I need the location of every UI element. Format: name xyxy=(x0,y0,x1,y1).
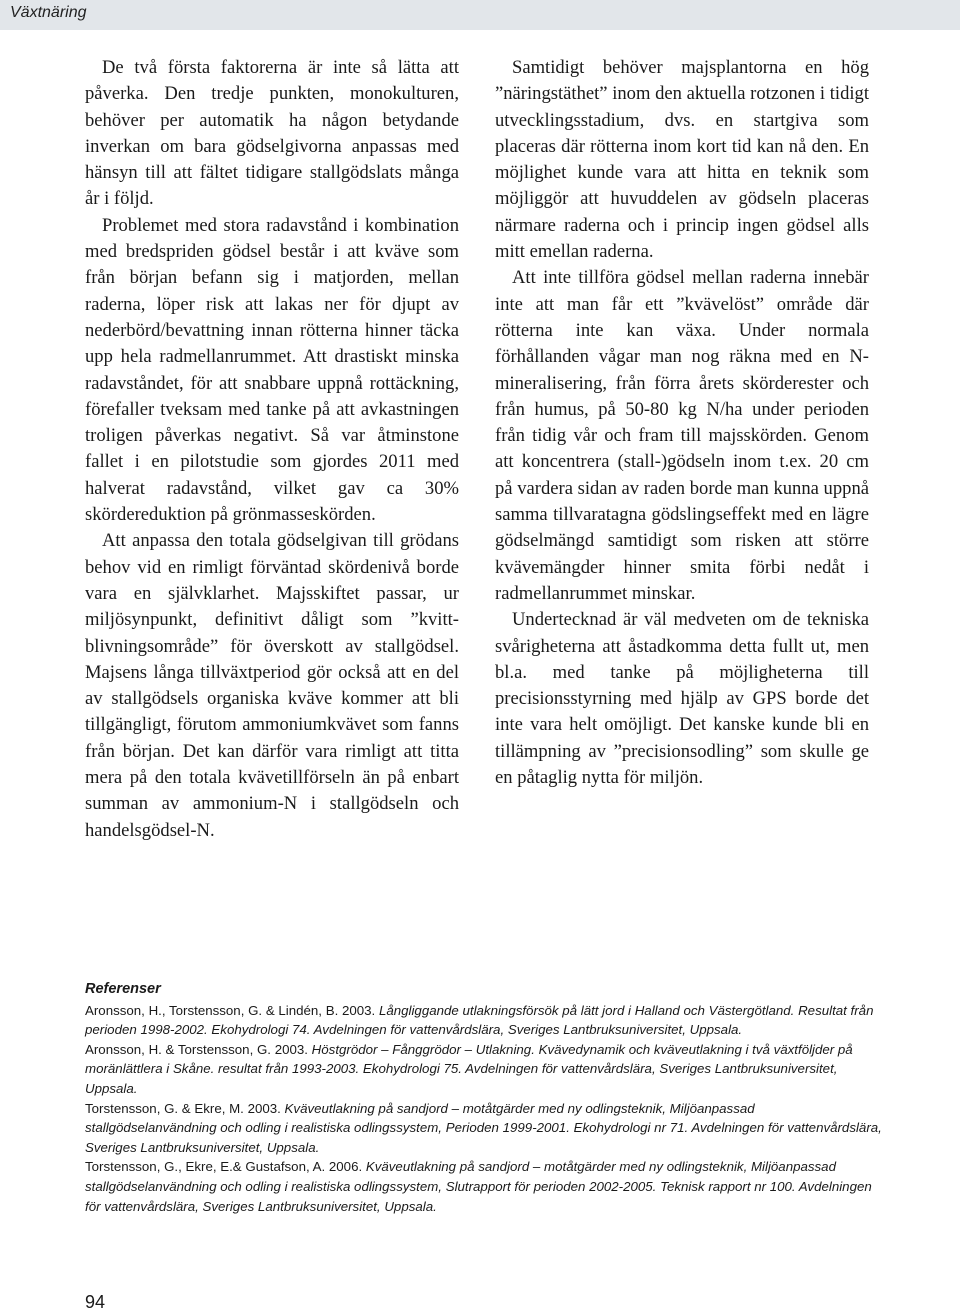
reference-source: Resultat från perioden 1998-2002. Ekohydrologi 74. Avdelningen för vattenvårdslära, Sveriges Lantbruksuniversitet, Uppsala. xyxy=(85,1002,874,1038)
paragraph: De två första faktorerna är inte så lätta att påverka. Den tredje punkten, monokulturen, behöver per automatik ha någon betydande inverkan om bara gödselgivorna anpassas med hänsyn till att fältet tidigare stallgödslats många år i följd. xyxy=(85,57,459,210)
paragraph: Att inte tillföra gödsel mellan raderna innebär inte att man får ett ”kvävelöst” område där rötterna inte kan växa. Under normala förhållanden vågar man nog räkna med en N-mineralisering, från förra årets skörderester och från humus, på 50-80 kg N/ha under perioden från tidig vår och fram till majsskörden. Genom att koncentrera (stall-)gödseln inom t.ex. 20 cm på vardera sidan av raden borde man kunna uppnå samma tillvaratagna gödslingseffekt med en lägre gödselmängd samtidigt som risken att större kvävemängder hinner smita förbi nedåt i radmellanrummet minskar. xyxy=(495,267,869,604)
paragraph: Att anpassa den totala gödselgivan till grödans behov vid en rimligt förväntad skördenivå borde vara en självklarhet. Majsskiftet passar, ur miljösynpunkt, definitivt dåligt som ”kvitt-blivningsområde” för överskott av stallgödsel. Majsens långa tillväxtperiod gör också att en del av stallgödsels organiska kväve kommer att bli tillgängligt, förutom ammoniumkvävet som fanns från början. Det kan därför vara rimligt att titta mera på den totala kvävetillförseln än på enbart summan av ammonium-N i stallgödseln och handelsgödsel-N. xyxy=(85,530,459,841)
reference-item xyxy=(85,1099,885,1158)
reference-source: Ekohydrologi nr 71. Avdelningen för vattenvårdslära, Sveriges Lantbruksuniversitet, Uppsala. xyxy=(85,1120,882,1155)
reference-title: Höstgrödor – Fånggrödor – Utlakning. Kvävedynamik och kväveutlakning i två växtföljder på moränlättlera i Skåne. xyxy=(85,1041,853,1077)
reference-source: resultat från 1993-2003. Ekohydrologi 75. Avdelningen för vattenvårdslära, Sveriges Lantbruksuniversitet, Uppsala. xyxy=(85,1061,838,1096)
paragraph: Samtidigt behöver majsplantorna en hög ”näringstäthet” inom den aktuella rotzonen i tidigt utvecklingsstadium, dvs. en startgiva som placeras där rötterna inom kort tid kan nå den. En möjlighet kunde vara att hitta en teknik som möjliggör att huvuddelen av gödseln placeras närmare raderna och i princip ingen gödsel alls mitt emellan raderna. xyxy=(495,57,869,263)
reference-title: Långliggande utlakningsförsök på lätt jord i Halland och Västergötland. xyxy=(378,1002,795,1018)
reference-authors: Aronsson, H., Torstensson, G. & Lindén, B. 2003. xyxy=(85,1002,376,1018)
reference-title: Kväveutlakning på sandjord – motåtgärder med ny odlingsteknik, Miljöanpassad stallgödselanvändning och odling i realistiska odlingssystem, Perioden 1999-2001. xyxy=(85,1100,755,1136)
right-column xyxy=(495,55,869,791)
references-section xyxy=(85,980,885,1216)
reference-authors: Torstensson, G., Ekre, E.& Gustafson, A. 2006. xyxy=(85,1159,363,1175)
reference-item xyxy=(85,1001,885,1040)
reference-authors: Aronsson, H. & Torstensson, G. 2003. xyxy=(85,1041,308,1057)
paragraph: Problemet med stora radavstånd i kombination med bredspriden gödsel består i att kväve som från början befann sig i matjorden, mellan raderna, löper risk att lakas ner för djupt av nederbörd/bevattning innan rötterna hinner täcka upp hela radmellanrummet. Att drastiskt minska radavståndet, för att snabbare uppnå rottäckning, förefaller tveksam med tanke på att avkastningen troligen påverkas negativt. Så var åtminstone fallet i en pilotstudie som gjordes 2011 med halverat radavstånd, vilket gav ca 30% skördereduktion på grönmasseskörden. xyxy=(85,214,459,526)
paragraph: Undertecknad är väl medveten om de tekniska svårigheterna att åstadkomma detta fullt ut, men bl.a. med tanke på möjligheterna till precisionsstyrning med hjälp av GPS borde det inte vara helt omöjligt. Det kanske kunde bli en tillämpning av ”precisionsodling” som skulle ge en påtaglig nytta för miljön. xyxy=(495,609,869,789)
reference-authors: Torstensson, G. & Ekre, M. 2003. xyxy=(85,1100,281,1116)
reference-item xyxy=(85,1157,885,1216)
reference-source: Teknisk rapport nr 100. Avdelningen för vattenvårdslära, Sveriges Lantbruksuniversitet, Uppsala. xyxy=(85,1178,872,1214)
references-heading: Referenser xyxy=(85,981,161,997)
left-column xyxy=(85,55,459,844)
reference-item xyxy=(85,1040,885,1099)
section-title: Växtnäring xyxy=(10,4,87,21)
page-number: 94 xyxy=(85,1292,106,1312)
reference-title: Kväveutlakning på sandjord – motåtgärder med ny odlingsteknik, Miljöanpassad stallgödselanvändning och odling i realistiska odlingssystem, Slutrapport för perioden 2002-2005. xyxy=(85,1159,836,1194)
header-band xyxy=(0,0,960,30)
